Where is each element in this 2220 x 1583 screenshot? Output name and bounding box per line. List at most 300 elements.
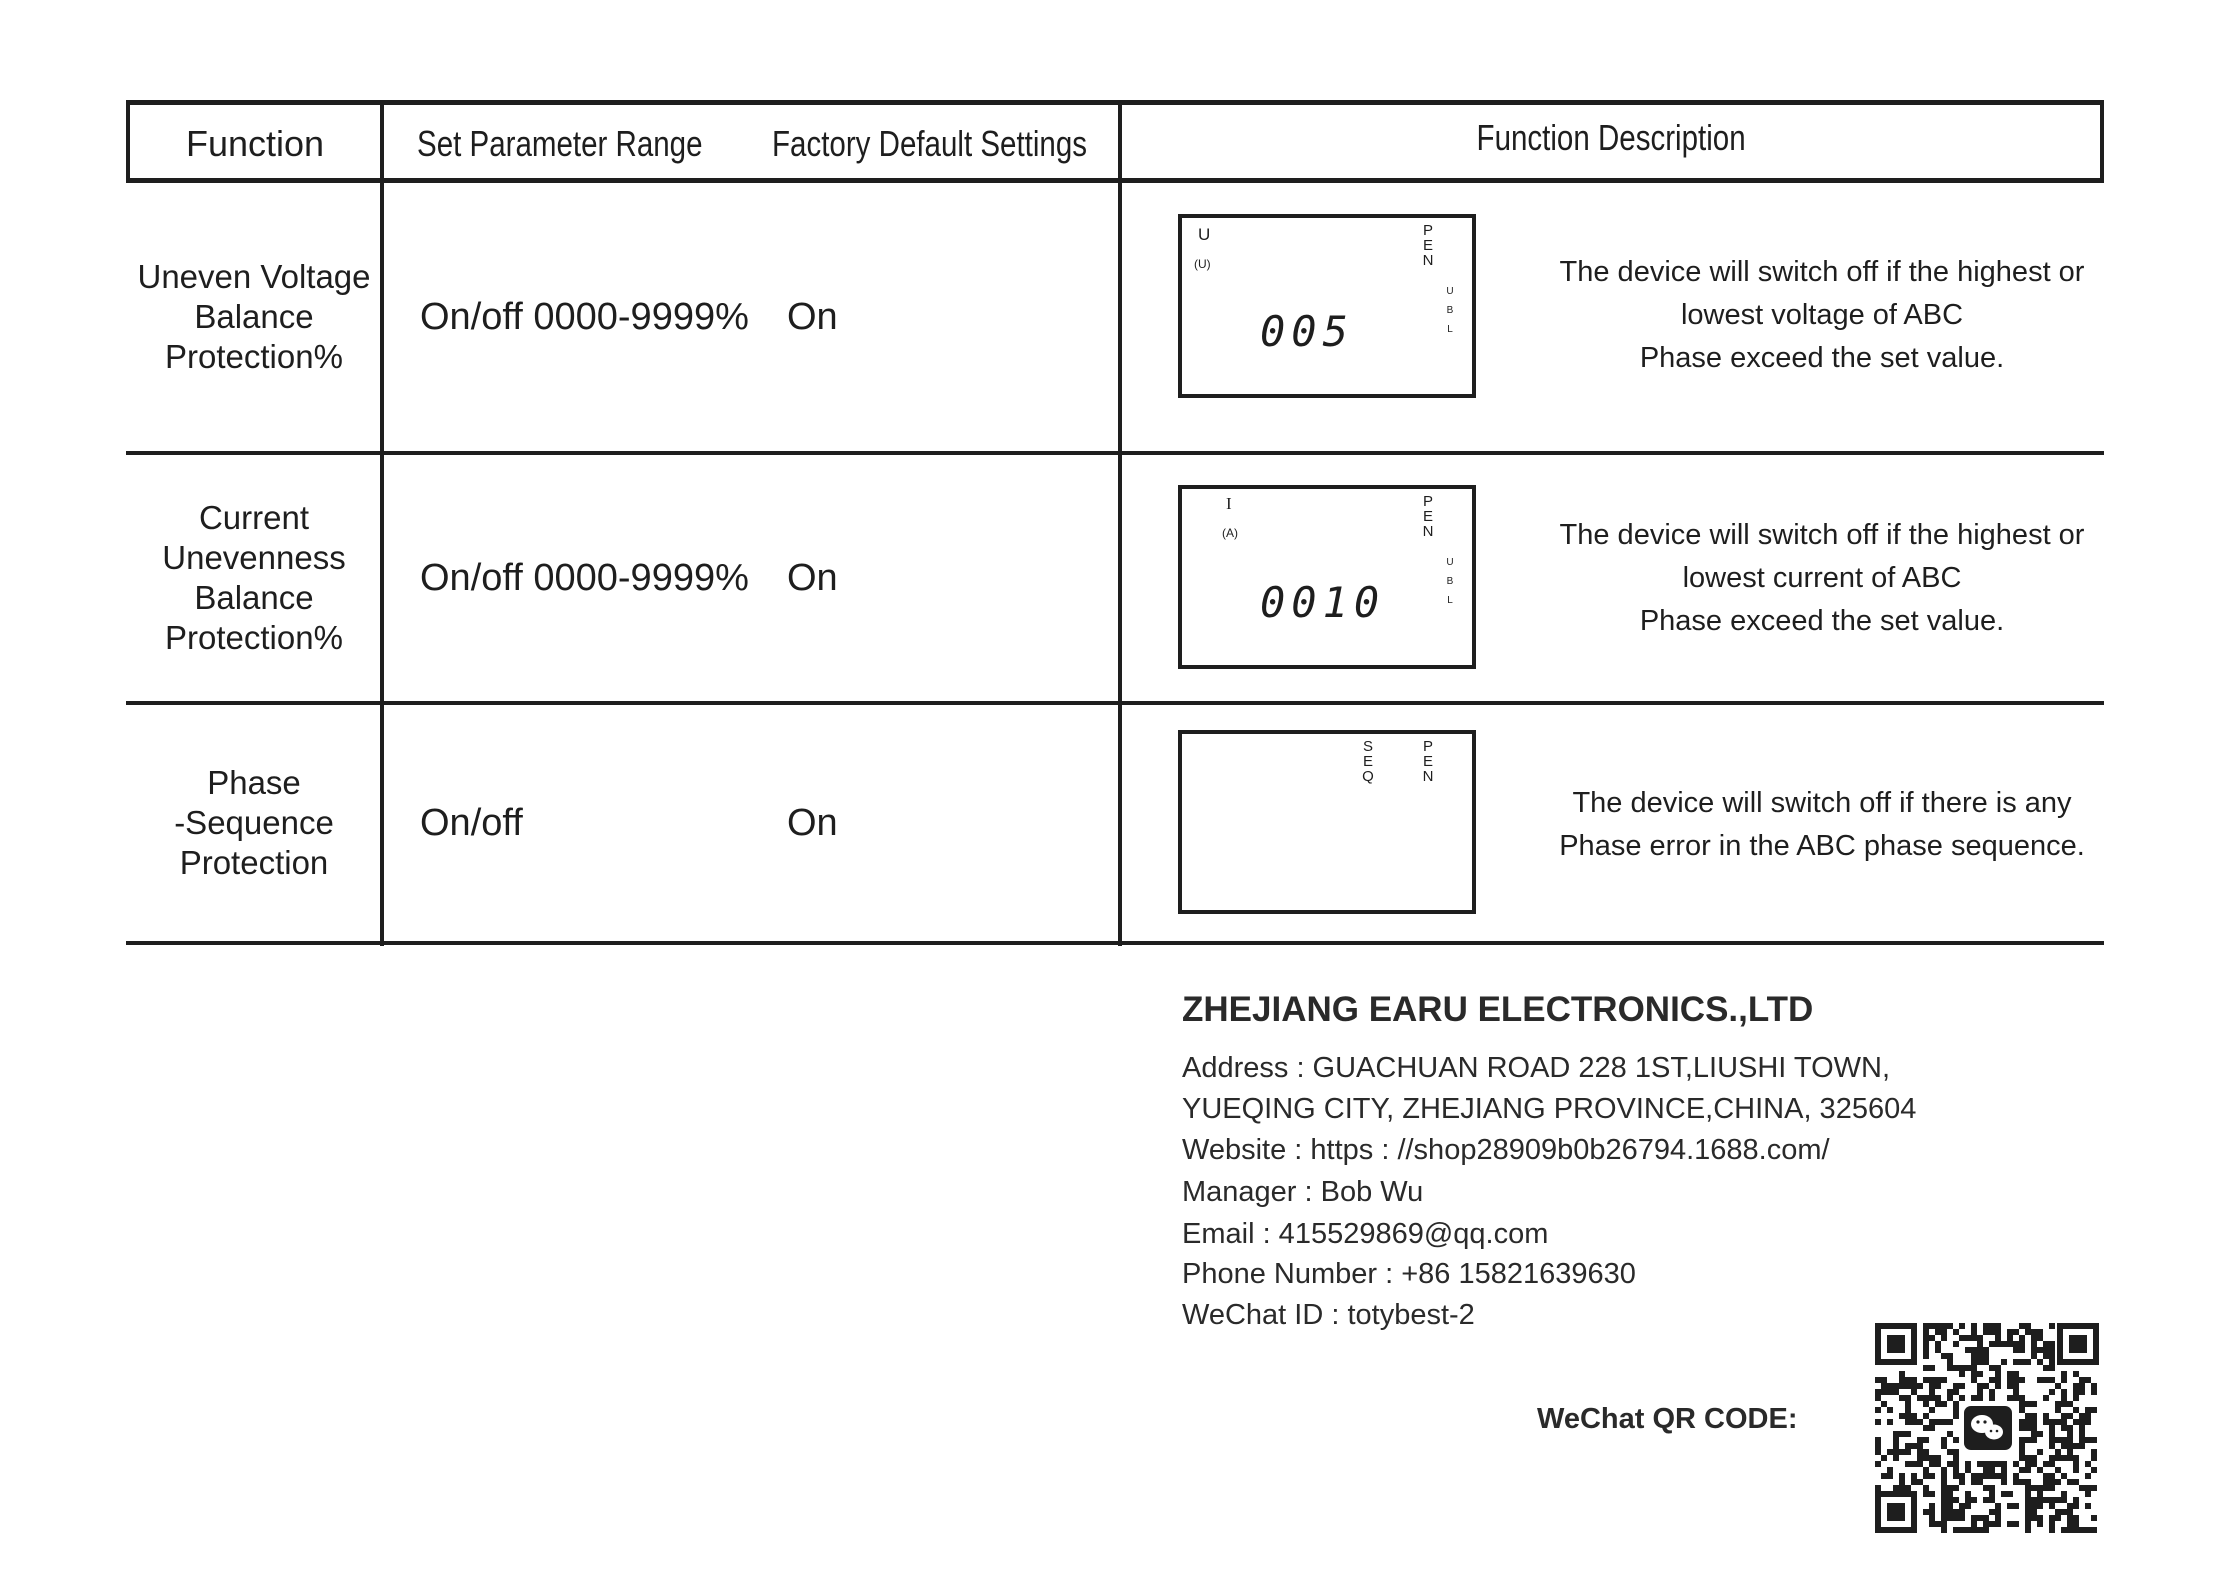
qr-module: [1875, 1449, 1881, 1455]
qr-module: [1941, 1329, 1947, 1335]
svg-text:S: S: [1362, 738, 1374, 755]
qr-module: [2043, 1341, 2049, 1347]
qr-module: [1965, 1461, 1971, 1467]
header-description: [1122, 98, 2100, 178]
qr-module: [1905, 1419, 1911, 1425]
qr-module: [1947, 1449, 1953, 1455]
qr-module: [1953, 1407, 1959, 1413]
svg-text:U: U: [1446, 557, 1454, 568]
qr-module: [2007, 1503, 2013, 1509]
qr-module: [1881, 1401, 1887, 1407]
qr-module: [2079, 1383, 2085, 1389]
qr-module: [1929, 1473, 1935, 1479]
qr-module: [2031, 1509, 2037, 1515]
header-range: [417, 104, 777, 184]
qr-module: [1881, 1473, 1887, 1479]
qr-module: [2019, 1425, 2025, 1431]
qr-module: [1971, 1329, 1977, 1335]
svg-text:P: P: [1422, 222, 1434, 239]
qr-module: [2073, 1395, 2079, 1401]
qr-module: [1935, 1323, 1941, 1329]
qr-module: [2067, 1479, 2073, 1485]
qr-module: [2013, 1461, 2019, 1467]
qr-module: [2061, 1395, 2067, 1401]
qr-module: [2043, 1353, 2049, 1359]
qr-module: [2037, 1359, 2043, 1365]
qr-module: [1953, 1473, 1959, 1479]
qr-module: [1953, 1485, 1959, 1491]
qr-module: [2025, 1509, 2031, 1515]
qr-module: [2025, 1515, 2031, 1521]
row2-description-line2: lowest current of ABC: [1682, 561, 1962, 594]
qr-module: [2067, 1425, 2073, 1431]
qr-module: [2031, 1503, 2037, 1509]
row2-description: [1522, 503, 2122, 653]
qr-module: [1929, 1383, 1935, 1389]
svg-text:B: B: [1446, 576, 1454, 587]
qr-module: [1941, 1479, 1947, 1485]
qr-module: [1947, 1323, 1953, 1329]
svg-text:E: E: [1362, 753, 1374, 770]
qr-module: [2055, 1467, 2061, 1473]
column-divider-2: [1118, 100, 1122, 946]
qr-module: [1935, 1377, 1941, 1383]
qr-module: [1953, 1455, 1959, 1461]
qr-module: [2055, 1515, 2061, 1521]
qr-module: [1989, 1485, 1995, 1491]
qr-module: [2067, 1503, 2073, 1509]
svg-text:L: L: [1447, 324, 1453, 335]
qr-module: [1983, 1473, 1989, 1479]
qr-module: [2049, 1425, 2055, 1431]
qr-module: [1875, 1377, 1881, 1383]
qr-module: [2019, 1443, 2025, 1449]
wechat-id-line: WeChat ID : totybest-2: [1182, 1299, 1475, 1331]
qr-module: [2019, 1335, 2025, 1341]
qr-module: [1935, 1347, 1941, 1353]
qr-module: [2061, 1413, 2067, 1419]
qr-module: [1959, 1395, 1965, 1401]
qr-module: [2037, 1521, 2043, 1527]
qr-module: [1911, 1413, 1917, 1419]
qr-module: [1977, 1473, 1983, 1479]
qr-module: [1917, 1383, 1923, 1389]
qr-module: [1941, 1335, 1947, 1341]
qr-module: [1983, 1383, 1989, 1389]
qr-module: [2007, 1395, 2013, 1401]
qr-module: [1953, 1461, 1959, 1467]
row1-description-line2: lowest voltage of ABC: [1680, 298, 1964, 331]
qr-finder-bottom-left: [1875, 1491, 1917, 1533]
qr-module: [2067, 1527, 2073, 1533]
qr-module: [1953, 1437, 1959, 1443]
qr-module: [2037, 1515, 2043, 1521]
row2-lcd-pen-label: [1423, 493, 1434, 540]
qr-module: [1911, 1383, 1917, 1389]
svg-text:P: P: [1422, 493, 1434, 510]
qr-module: [1923, 1473, 1929, 1479]
qr-module: [1905, 1431, 1911, 1437]
qr-module: [1971, 1371, 1977, 1377]
row2-range: [420, 455, 749, 701]
qr-module: [2025, 1485, 2031, 1491]
svg-text:U: U: [1446, 286, 1454, 297]
qr-module: [1989, 1473, 1995, 1479]
qr-module: [1971, 1353, 1977, 1359]
qr-module: [1923, 1329, 1929, 1335]
qr-module: [1965, 1503, 1971, 1509]
qr-module: [1971, 1497, 1977, 1503]
qr-module: [1941, 1491, 1947, 1497]
qr-module: [1899, 1485, 1905, 1491]
qr-module: [1875, 1437, 1881, 1443]
qr-module: [1983, 1515, 1989, 1521]
qr-module: [2061, 1377, 2067, 1383]
qr-module: [1875, 1407, 1881, 1413]
qr-module: [2079, 1419, 2085, 1425]
wechat-qr-label: WeChat QR CODE:: [1537, 1403, 1798, 1435]
qr-module: [1947, 1461, 1953, 1467]
row1-default: [787, 183, 838, 451]
qr-module: [2007, 1335, 2013, 1341]
qr-module: [2025, 1323, 2031, 1329]
qr-module: [1995, 1509, 2001, 1515]
qr-module: [1941, 1377, 1947, 1383]
header-description-label: Function Description: [1476, 117, 1746, 158]
qr-module: [2079, 1485, 2085, 1491]
qr-module: [2079, 1389, 2085, 1395]
header-default: [772, 104, 1116, 184]
qr-module: [1977, 1461, 1983, 1467]
header-default-label: Factory Default Settings: [772, 123, 1088, 164]
qr-module: [1935, 1419, 1941, 1425]
qr-module: [2049, 1515, 2055, 1521]
qr-module: [2031, 1419, 2037, 1425]
qr-module: [2043, 1365, 2049, 1371]
qr-module: [2073, 1503, 2079, 1509]
qr-module: [2055, 1449, 2061, 1455]
qr-module: [2055, 1479, 2061, 1485]
qr-module: [1893, 1383, 1899, 1389]
row2-function-line3: Balance: [194, 579, 314, 616]
qr-module: [1899, 1395, 1905, 1401]
qr-module: [1959, 1527, 1965, 1533]
qr-module: [1995, 1377, 2001, 1383]
qr-module: [1929, 1365, 1935, 1371]
svg-text:E: E: [1422, 237, 1434, 254]
qr-module: [1929, 1323, 1935, 1329]
qr-module: [1989, 1395, 1995, 1401]
qr-module: [1923, 1437, 1929, 1443]
qr-module: [1923, 1455, 1929, 1461]
qr-module: [1977, 1359, 1983, 1365]
qr-module: [1965, 1365, 1971, 1371]
qr-module: [1953, 1515, 1959, 1521]
qr-module: [1923, 1377, 1929, 1383]
qr-module: [2061, 1425, 2067, 1431]
qr-module: [1935, 1401, 1941, 1407]
qr-module: [1923, 1449, 1929, 1455]
qr-module: [1953, 1509, 1959, 1515]
qr-module: [2067, 1449, 2073, 1455]
qr-module: [2019, 1401, 2025, 1407]
qr-module: [1995, 1323, 2001, 1329]
qr-module: [2049, 1503, 2055, 1509]
qr-module: [1935, 1329, 1941, 1335]
qr-module: [1977, 1353, 1983, 1359]
qr-module: [1947, 1491, 1953, 1497]
qr-module: [2001, 1479, 2007, 1485]
row1-function-line2: Balance: [194, 298, 314, 335]
qr-module: [1929, 1521, 1935, 1527]
row3-function-line2: -Sequence: [174, 804, 334, 841]
qr-module: [1983, 1359, 1989, 1365]
qr-module: [2085, 1491, 2091, 1497]
svg-text:Q: Q: [1362, 768, 1374, 785]
qr-module: [1989, 1521, 1995, 1527]
qr-module: [2049, 1443, 2055, 1449]
qr-module: [1995, 1335, 2001, 1341]
company-name: ZHEJIANG EARU ELECTRONICS.,LTD: [1182, 990, 1814, 1029]
qr-module: [2085, 1419, 2091, 1425]
qr-module: [1941, 1323, 1947, 1329]
qr-module: [1917, 1449, 1923, 1455]
row1-function-line1: Uneven Voltage: [137, 258, 371, 295]
qr-module: [2031, 1485, 2037, 1491]
qr-module: [1959, 1509, 1965, 1515]
qr-module: [2049, 1497, 2055, 1503]
qr-module: [1929, 1419, 1935, 1425]
qr-module: [1935, 1455, 1941, 1461]
qr-module: [2073, 1497, 2079, 1503]
row2-function-line2: Unevenness: [162, 539, 346, 576]
qr-module: [2085, 1413, 2091, 1419]
qr-module: [2001, 1467, 2007, 1473]
qr-module: [1965, 1347, 1971, 1353]
qr-module: [1989, 1491, 1995, 1497]
qr-module: [2049, 1437, 2055, 1443]
qr-module: [2067, 1437, 2073, 1443]
qr-module: [1971, 1377, 1977, 1383]
qr-module: [1905, 1443, 1911, 1449]
qr-module: [1989, 1323, 1995, 1329]
qr-module: [1905, 1383, 1911, 1389]
qr-module: [1977, 1335, 1983, 1341]
row2-function-line4: Protection%: [165, 619, 343, 656]
row1-default-value: On: [787, 295, 838, 338]
qr-module: [2061, 1491, 2067, 1497]
qr-module: [2073, 1419, 2079, 1425]
qr-module: [2013, 1395, 2019, 1401]
qr-module: [1881, 1383, 1887, 1389]
row1-range-value: On/off 0000-9999%: [420, 295, 749, 338]
qr-module: [1929, 1503, 1935, 1509]
qr-module: [1947, 1353, 1953, 1359]
qr-module: [2067, 1515, 2073, 1521]
qr-module: [2061, 1437, 2067, 1443]
qr-module: [2025, 1521, 2031, 1527]
qr-module: [2085, 1473, 2091, 1479]
qr-module: [1935, 1395, 1941, 1401]
table-bottom-border: [126, 941, 2104, 945]
svg-text:E: E: [1422, 753, 1434, 770]
qr-module: [1995, 1341, 2001, 1347]
qr-module: [2013, 1521, 2019, 1527]
qr-module: [1971, 1521, 1977, 1527]
row3-description-line1: The device will switch off if there is any: [1572, 787, 2072, 819]
qr-module: [2025, 1491, 2031, 1497]
row2-range-value: On/off 0000-9999%: [420, 556, 749, 599]
qr-module: [2043, 1479, 2049, 1485]
manager-line: Manager : Bob Wu: [1182, 1176, 1424, 1208]
qr-module: [2019, 1419, 2025, 1425]
qr-module: [1977, 1515, 1983, 1521]
row2-lcd-unit: (A): [1222, 526, 1238, 540]
qr-module: [1971, 1479, 1977, 1485]
qr-module: [2085, 1407, 2091, 1413]
qr-module: [2025, 1455, 2031, 1461]
qr-module: [1929, 1491, 1935, 1497]
qr-module: [1905, 1413, 1911, 1419]
qr-module: [2013, 1359, 2019, 1365]
qr-module: [2049, 1419, 2055, 1425]
qr-module: [2001, 1341, 2007, 1347]
qr-module: [1965, 1491, 1971, 1497]
qr-module: [1989, 1389, 1995, 1395]
qr-module: [2091, 1485, 2097, 1491]
qr-module: [2085, 1485, 2091, 1491]
qr-module: [1911, 1473, 1917, 1479]
qr-module: [1899, 1383, 1905, 1389]
qr-module: [2049, 1347, 2055, 1353]
qr-module: [1959, 1473, 1965, 1479]
qr-module: [2019, 1467, 2025, 1473]
qr-module: [1899, 1413, 1905, 1419]
qr-module: [1923, 1401, 1929, 1407]
qr-module: [2049, 1431, 2055, 1437]
qr-module: [2001, 1491, 2007, 1497]
qr-module: [2061, 1527, 2067, 1533]
qr-module: [1959, 1515, 1965, 1521]
qr-module: [2037, 1485, 2043, 1491]
qr-module: [1977, 1479, 1983, 1485]
qr-module: [1923, 1491, 1929, 1497]
qr-module: [1905, 1377, 1911, 1383]
qr-module: [1905, 1401, 1911, 1407]
qr-module: [2073, 1479, 2079, 1485]
qr-module: [2091, 1407, 2097, 1413]
qr-module: [1971, 1365, 1977, 1371]
website-line[interactable]: Website : https : //shop28909b0b26794.1688.com/: [1182, 1134, 1830, 1166]
qr-module: [2085, 1437, 2091, 1443]
qr-module: [2079, 1425, 2085, 1431]
qr-module: [1983, 1467, 1989, 1473]
qr-module: [1893, 1389, 1899, 1395]
qr-module: [1941, 1509, 1947, 1515]
qr-module: [1899, 1449, 1905, 1455]
qr-module: [2067, 1413, 2073, 1419]
qr-module: [1983, 1497, 1989, 1503]
qr-module: [2025, 1467, 2031, 1473]
qr-module: [2061, 1473, 2067, 1479]
header-function-label: Function: [185, 123, 325, 164]
row3-lcd-pen-label: [1423, 738, 1434, 785]
qr-module: [2025, 1359, 2031, 1365]
qr-module: [1959, 1479, 1965, 1485]
qr-module: [2007, 1491, 2013, 1497]
qr-module: [2007, 1383, 2013, 1389]
qr-module: [1929, 1515, 1935, 1521]
qr-module: [2049, 1341, 2055, 1347]
qr-module: [1983, 1461, 1989, 1467]
svg-text:L: L: [1447, 595, 1453, 606]
qr-module: [2043, 1347, 2049, 1353]
row3-description-line2: Phase error in the ABC phase sequence.: [1559, 830, 2085, 862]
qr-module: [2043, 1377, 2049, 1383]
qr-module: [2055, 1509, 2061, 1515]
qr-module: [2067, 1521, 2073, 1527]
qr-module: [2073, 1371, 2079, 1377]
qr-module: [1893, 1437, 1899, 1443]
qr-module: [1887, 1389, 1893, 1395]
qr-module: [1929, 1377, 1935, 1383]
qr-module: [1875, 1419, 1881, 1425]
qr-module: [1983, 1527, 1989, 1533]
qr-module: [1893, 1485, 1899, 1491]
qr-module: [2091, 1515, 2097, 1521]
qr-module: [1899, 1377, 1905, 1383]
qr-module: [2007, 1521, 2013, 1527]
qr-module: [2013, 1371, 2019, 1377]
row1-lcd-ubl-label: [1446, 286, 1453, 335]
qr-module: [1953, 1329, 1959, 1335]
qr-module: [1989, 1509, 1995, 1515]
qr-module: [2055, 1455, 2061, 1461]
qr-module: [1893, 1449, 1899, 1455]
qr-module: [1947, 1359, 1953, 1365]
qr-module: [1989, 1365, 1995, 1371]
qr-module: [1929, 1461, 1935, 1467]
qr-module: [2025, 1425, 2031, 1431]
qr-module: [2085, 1377, 2091, 1383]
qr-module: [2055, 1407, 2061, 1413]
qr-module: [1953, 1383, 1959, 1389]
svg-text:P: P: [1422, 738, 1434, 755]
email-line[interactable]: Email : 415529869@qq.com: [1182, 1218, 1549, 1250]
qr-module: [1875, 1443, 1881, 1449]
qr-module: [2043, 1473, 2049, 1479]
qr-module: [2049, 1473, 2055, 1479]
qr-module: [2007, 1377, 2013, 1383]
qr-module: [1899, 1431, 1905, 1437]
qr-module: [2043, 1485, 2049, 1491]
qr-module: [1977, 1383, 1983, 1389]
qr-module: [2091, 1467, 2097, 1473]
row2-lcd-digits: 0010: [1260, 578, 1386, 627]
qr-module: [2037, 1497, 2043, 1503]
qr-module: [1941, 1527, 1947, 1533]
qr-module: [2067, 1455, 2073, 1461]
qr-module: [1929, 1389, 1935, 1395]
qr-module: [1995, 1473, 2001, 1479]
qr-module: [1917, 1443, 1923, 1449]
qr-module: [1959, 1371, 1965, 1377]
row3-function-line3: Protection: [179, 844, 329, 881]
row1-function: [128, 183, 380, 451]
qr-module: [2073, 1467, 2079, 1473]
qr-module: [2055, 1497, 2061, 1503]
row1-description-line1: The device will switch off if the highest or: [1559, 255, 2085, 288]
